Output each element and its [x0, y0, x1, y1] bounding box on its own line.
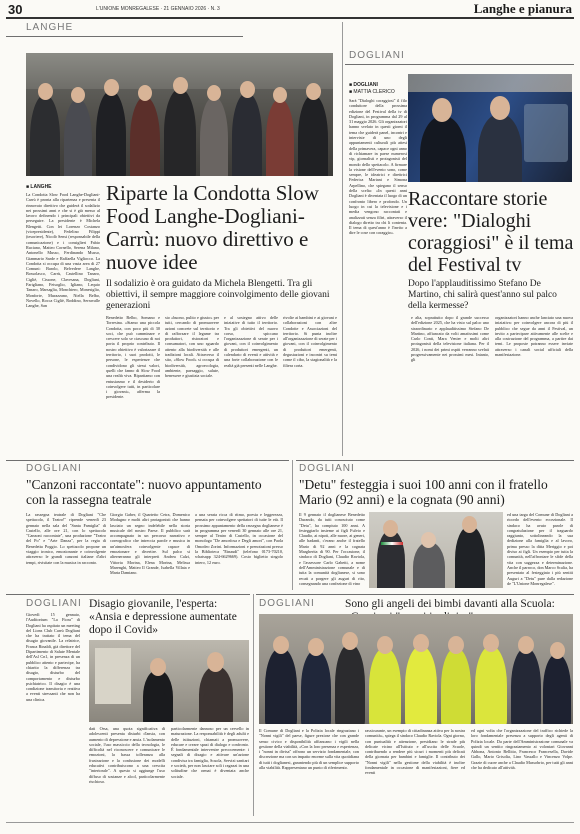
- section-label-dogliani-disagio: DOGLIANI: [26, 598, 82, 609]
- section-label-dogliani-nonni: DOGLIANI: [259, 598, 315, 609]
- disagio-col-2: dati Orsa, una quota significativa di adolescenti presenta disturbi d'ansia, con aumento di depressione e ansia. L'isolamento sociale, l'uso massiccio della tecnologia, le difficoltà nel riconoscere e comunicare le emozioni, la bassa tolleranza alla frustrazione e la confusione dei modelli educativi contribuiscono a una crescita "interiorale". A questo si aggiunge l'uso diffuso di sostanze e alcol, particolarmente rischioso.: [89, 726, 165, 784]
- disagio-photo-conference: [89, 640, 249, 722]
- column-divider: [292, 460, 293, 590]
- nonni-col-3: ed ogni volta che l'organizzazione del traffico richiede la loro fondamentale presenza a supporto degli agenti di Polizia locale. Da parte dell'Amministrazione comunale va quindi un sentito ringraziamento ai volontari Giovanni Abbona, Antonio Bellitto, Francesco Francesella, Davide Gallo, Mario Grisolia, Lino Vassallo e Vincenzo Volpe. Grazie di cuore anche a Claudio Massobrio, per tutti gli anni che ha dedicato all'attività.: [471, 728, 573, 771]
- group-photo-slow-food: [26, 53, 333, 176]
- detu-photo-celebration: [369, 512, 503, 588]
- headline-slow-food: Riparte la Condotta Slow Food Langhe-Dogliani-Carrù: nuovo direttivo e nuove idee: [106, 181, 319, 274]
- column-divider: [342, 22, 343, 456]
- section-rule: [6, 36, 243, 37]
- section-label-dogliani-canzoni: DOGLIANI: [26, 463, 82, 474]
- section-rule: [6, 460, 289, 461]
- headline-nonni-vigili: Sono gli angeli dei bimbi davanti alla Scuola:: [345, 598, 555, 610]
- page-number: 30: [8, 2, 23, 17]
- nonni-col-1: Il Comune di Dogliani e la Polizia locale ringraziano i "Nonni vigili" del paese, figure preziose che con grande senso civico e disponibilità affiancano i vigili nella gestione della viabilità, «Con la loro presenza e esperienza, i "nonni in divisa" offrono un servizio fondamentale, con discrezione ma con un impatto enorme sulla vita quotidiana di tutti i doglianesi, garantendo più di un semplice supporto alla viabilità. Rappresentano un punto di riferimento.: [259, 728, 359, 771]
- subhead-slow-food: Il sodalizio è ora guidato da Michela Blengetti. Tra gli obiettivi, il sempre maggiore coinvolgimento delle giovani generazioni: [106, 279, 330, 311]
- canzoni-col-2: Giorgio Gaber, il Quartetto Cetra, Domenico Modugno e molti altri protagonisti che hanno lasciato un segno indelebile nella storia musicale del nostro Paese. Il pubblico sarà accompagnato in un percorso narrativo e coreografico che intreccia parole e musica in un'atmosfera coinvolgente capace di emozionare e divertire. Sul palco si alterneranno gli interpreti Andrea Calzi, Vittoria Morina, Elena Morina, Melissa Marenghi, Matteo Il Grande, Isabella Villata e Marta Damiano.: [110, 512, 190, 576]
- slow-food-col-4: rivolte ai bambini e ai giovani e collaborazioni con altre Condotte e Associazioni del territorio. Si punta inoltre all'organizzazione di serate per i giovani, con il coinvolgimento di produttori emergenti, degustazioni e incontri su temi come il cibo, la stagionalità e la filiera corta.: [283, 315, 337, 368]
- slow-food-col-2: sto «buono, pulito e giusto» per tutti, cercando di promuovere azioni concrete sul territorio e di rafforzare il legame tra produttori, ristoratori e consumatori, con uno sguardo attento alla biodiversità e alle tradizioni locali. Attraverso il sito, «Slow Food» si occupa di biodiversità, agroecologia, ambiente, paesaggio, salute, benessere e giustizia sociale.: [165, 315, 219, 379]
- canzoni-col-3: a una serata ricca di ritmo, poesia e leggerezza, pensata per coinvolgere spettatori di tutte le età. Il prossimo appuntamento della rassegna doglianese è in programma per venerdì 30 gennaio alle ore 21, sempre al Teatro di Castello, in occasione del monologo "De amorfosa e Degli amori", con Paola Omodeo Zorini. Informazioni e prenotazioni presso la Biblioteca "Einaudi" (telefono 0173-70210, whatsapp 324-6629669). Costo biglietto singolo intero, 12 euro.: [195, 512, 283, 565]
- slow-food-col-1: Benedetto Belbo, Somano e Torresina. «Siamo una piccola Condotta, con poco più di 30 soci, che può camminare e crescere solo se ciascuno di noi porta il proprio contributo. Il nostro obiettivo è valorizzare il territorio, i suoi prodotti, le persone, le esperienze che condividono gli stessi valori, quelli che fanno di Slow Food una realtà viva. Ripartiamo con entusiasmo e il desiderio di coinvolgere tutti, in particolare i giovani», afferma la presidente.: [106, 315, 160, 400]
- section-label-dogliani-top: DOGLIANI: [349, 50, 405, 61]
- detu-col-1: Il 9 gennaio il doglianese Benedetto Durando, da tutti conosciuto come "Detu", ha compiuto 100 anni. A festeggiarlo insieme ai figli Fulvio e Claudio, ai nipoti, alle nuore, ai generi, alle badanti, c'erano anche il fratello Mario di 92 anni e la cognata Margherita di 90. Per l'occasione, il sindaco di Dogliani, Claudio Raviola, e l'assessore Carlo Gabetti, a nome dell'Amministrazione comunale e di tutta la comunità doglianese, si sono recati a porgere gli auguri di rito, consegnando una confezione di vino: [299, 512, 365, 586]
- subhead-festival: Dopo l'applauditissimo Stefano De Martino, chi salirà quest'anno sul palco della kermesse?: [408, 279, 557, 311]
- section-label-dogliani-detu: DOGLIANI: [299, 463, 355, 474]
- disagio-col-1: Giovedì 15 gennaio, l'Auditorium "La Fiora" di Dogliani ha ospitato un meeting del Lions Club Carrù Dogliani che ha trattato il tema del disagio giovanile. La relatrice, Franca Rinaldi, già direttore del Dipartimento di Salute Mentale dell'Asl Cn1, in presenza di un pubblico attento e partecipe, ha chiarito la differenza tra disagio, disturbo del comportamento e disturbo psichiatrico. Il disagio è una condizione transitoria e reattiva a eventi stressanti che non ha una clinica.: [26, 612, 80, 702]
- article-body-slow-food-sidebar: La Condotta Slow Food Langhe-Dogliani-Carrù è pronta alla ripartenza e presenta il rinnovato direttivo che guiderà il sodalizio nei prossimi anni e che si è già messo al lavoro definendo i principali obiettivi da perseguire. La presidente è Michela Blengetti. Con lei Lorenzo Costanzo (vicepresidente), Fedelino Filippi (tesoriere), Nicolò Sensi (responsabile della comunicazione) e i consiglieri Fabio Ruciano, Matteo Cornello, Serena Milano, Antonello Musso, Ferdinando Musso, Gianmario Sarde e Raffaella Vigliocco. La Condotta si occupa di una vasta area di 27 Comuni: Barolo, Belvedere Langhe, Bossolasco, Carrù, Castellino Tanaro, Cigliè, Cissone, Clavesana, Dogliani, Farigliano, Feisoglio, Igliano, Lequio Tanaro, Marsaglia, Monchiero, Monesiglio, Monforte, Murazzano, Niella Belbo, Novello, Rocca Cigliè, Roddino, Serravalle Langhe, San: [26, 192, 100, 309]
- masthead: L'UNIONE MONREGALESE · 21 GENNAIO 2026 · N. 3: [96, 6, 220, 12]
- canzoni-col-1: La rassegna teatrale di Dogliani "Che spettacolo, il Teatro!" riprende venerdì 23 gennaio nella sala del "Santa Famiglia" di Castello, alle ore 21, con lo spettacolo "Canzoni raccontate", una produzione "Teatro del Po" e "Arte Danza", per la regia di Benedetta Poggio. Lo spettacolo propone un viaggio ironico, emozionante e coinvolgente attraverso le grandi canzoni italiane d'altri tempi, rivisitate con la musica in racconto.: [26, 512, 106, 565]
- headline-festival: Raccontare storie vere: "Dialoghi coraggiosi" è il tema del Festival tv: [408, 188, 574, 276]
- section-title: Langhe e pianura: [473, 1, 572, 16]
- festival-col-3: e alta, soprattutto dopo il grande successo dell'edizione 2025, che ha visto sul palco uno straordinario e applauditissimo Stefano De Martino, affiancato da volti amatissimi come Carlo Conti, Mara Venier e molti altri protagonisti della televisione italiana. Per il 2026, i nomi dei primi ospiti verranno svelati progressivamente nei prossimi mesi. Intanto, gli: [411, 315, 489, 363]
- headline-detu: "Detu" festeggia i suoi 100 anni con il fratello Mario (92 anni) e la cognata (90 anni): [299, 477, 548, 507]
- column-divider: [253, 594, 254, 816]
- nonni-col-2: rassicurante, un esempio di cittadinanza attiva per la nostra comunità», spiega il sindaco Claudio Raviola. Ogni giorno, con puntualità e attenzione, presidiano le strade più delicate vicino all'Istituto e all'uscita delle Scuole, contribuendo a rendere più sicuri i momenti più delicati della giornata per bambini e famiglie. Il contributo dei "Nonni vigili" nella gestione della viabilità è inoltre fondamentale in occasione di manifestazioni, fiere ed eventi: [365, 728, 465, 776]
- section-rule: [296, 460, 574, 461]
- headline-disagio: Disagio giovanile, l'esperta: «Ansia e depressione aumentate dopo il Covid»: [89, 598, 237, 636]
- section-label-langhe: LANGHE: [26, 22, 74, 33]
- festival-photo-stage: [408, 74, 572, 182]
- festival-col-4: organizzatori hanno anche lanciato una nuova iniziativa: per coinvolgere ancora di più il pubblico che segue da anni il Festival, un invito a partecipare attivamente alle scelte e alla costruzione del programma, a partire dai temi. Le proposte potranno essere inviate attraverso i canali social ufficiali della manifestazione.: [495, 315, 573, 358]
- festival-col-1: Sarà "Dialoghi coraggiosi" il filo conduttore della prossima edizione del Festival della tv di Dogliani, in programma dal 29 al 31 maggio 2026. Gli organizzatori hanno svelato in questi giorni il tema che guiderà panel, incontri e interviste di uno degli appuntamenti culturali più attesi della primavera, capace ogni anno di richiamare in paese numerosi vip, giornalisti e protagonisti del mondo dello spettacolo. A firmare la visione dell'evento sono, come sempre, le ideatrici e direttrici Federica Mariani e Simona Arpellino, che spiegano il senso della scelta: «In questi anni Dogliani è diventata il luogo di un confronto libero e profondo. Un luogo in cui la televisione e i media vengono raccontati e analizzati senza filtri, attraverso il dialogo diretto tra chi li contenta. Il tema di quest'anno è l'invito a dire le cose con coraggio».: [349, 98, 407, 236]
- detu-col-2: ed una targa del Comune di Dogliani a ricordo dell'evento eccezionale. Il sindaco ha avuto parole di congratulazione per il traguardo raggiunto, sottolineando la sua dedizione alla famiglia e al lavoro, prima presso la ditta Meriggio e poi diviso ai figli. Un esempio per tutta la comunità, nell'affrontare le sfide della vita con saggezza e determinazione. Anche il parroco, don Marco Scalia, ha presentato al festeggiato i più sentiti Auguri a "Detu" pure dalla redazione de "L'Unione Monregalese".: [507, 512, 573, 586]
- disagio-col-3: particolarmente dannoso per un cervello in maturazione. La responsabilità è degli adulti e delle istituzioni, chiamati a promuovere, educare e creare spazi di dialogo e confronto. È fondamentale intervenire precocemente: i segnali di disagio e attivare un'azione condivisa tra famiglia, Scuola, Servizi sanitari e società, per non lasciare soli i ragazzi in una solitudine che ormai è diventata anche sociale.: [171, 726, 249, 779]
- footer-rule: [6, 822, 574, 823]
- section-rule: [345, 64, 574, 65]
- section-rule: [256, 594, 574, 595]
- nonni-vigili-photo: [259, 614, 573, 724]
- byline: ■ MATTIA CLERICO: [349, 89, 395, 95]
- headline-canzoni: "Canzoni raccontate": nuovo appuntamento con la rassegna teatrale: [26, 477, 262, 507]
- article-tag: ■ LANGHE: [26, 184, 52, 190]
- slow-food-col-3: e al sostegno attivo delle iniziative di tutto il territorio. Tra gli obiettivi del nuovo corso, spiccano l'organizzazione di serate per i giovani, con il coinvolgimento di produttori emergenti, un calendario di eventi e attività e una forte collaborazione con le realtà già presenti nelle Langhe.: [224, 315, 278, 368]
- section-rule: [6, 594, 250, 595]
- article-tag-dogliani: ■ DOGLIANI: [349, 82, 378, 88]
- header-rule: [6, 17, 574, 19]
